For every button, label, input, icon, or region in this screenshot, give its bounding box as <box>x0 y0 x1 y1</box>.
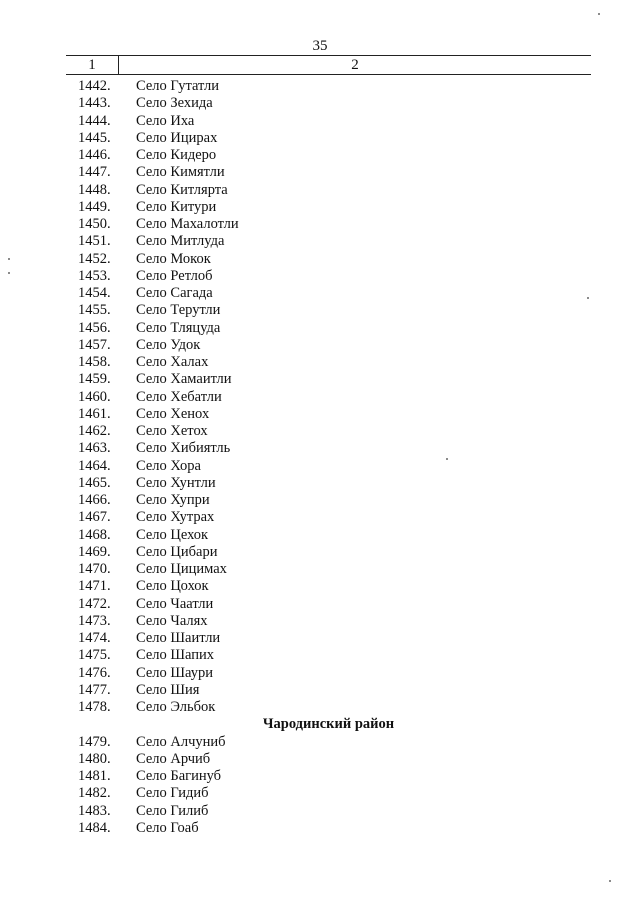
table-row <box>66 216 591 233</box>
table-row <box>66 647 591 664</box>
row-number: 1468. <box>78 526 111 543</box>
row-number: 1469. <box>78 543 111 560</box>
village-name: Село Халах <box>136 354 209 370</box>
row-number: 1480. <box>78 750 111 767</box>
row-number: 1464. <box>78 457 111 474</box>
section-heading: Чародинский район <box>262 716 395 733</box>
table-row <box>66 820 591 837</box>
village-name: Село Шия <box>136 681 200 698</box>
village-name: Село Хибиятль <box>136 440 231 457</box>
village-name: Село Шапих <box>136 647 215 664</box>
table-row <box>66 233 591 250</box>
row-number: 1454. <box>78 285 111 301</box>
row-number: 1481. <box>78 768 111 784</box>
scan-speck <box>8 272 10 274</box>
scan-speck <box>598 13 600 15</box>
row-number: 1455. <box>78 302 111 319</box>
row-number: 1465. <box>78 474 111 491</box>
village-name: Село Хора <box>136 457 201 474</box>
village-name: Село Китлярта <box>136 181 228 198</box>
row-number: 1445. <box>78 129 111 146</box>
row-number: 1461. <box>78 405 111 422</box>
header-col-2: 2 <box>351 57 359 73</box>
row-number: 1451. <box>78 233 111 250</box>
row-number: 1476. <box>78 664 111 681</box>
table-row <box>66 596 591 613</box>
village-name: Село Терутли <box>136 302 221 319</box>
village-name: Село Шаури <box>136 664 213 681</box>
village-name: Село Гоаб <box>136 819 199 836</box>
village-name: Село Гутатли <box>136 78 220 94</box>
village-name: Село Цибари <box>136 543 218 560</box>
table-row <box>66 458 591 475</box>
table-row <box>66 147 591 164</box>
header-col-1: 1 <box>88 57 96 73</box>
table-row <box>66 406 591 423</box>
row-number: 1446. <box>78 147 111 163</box>
row-number: 1467. <box>78 509 111 526</box>
village-name: Село Чаатли <box>136 595 214 612</box>
scan-speck <box>446 458 448 460</box>
village-name: Село Кидеро <box>136 147 217 163</box>
table-row <box>66 630 591 647</box>
village-name: Село Гидиб <box>136 785 209 802</box>
row-number: 1458. <box>78 354 111 370</box>
village-name: Село Цицимах <box>136 561 227 577</box>
table-row <box>66 440 591 457</box>
table-row <box>66 78 591 95</box>
table-row <box>66 95 591 112</box>
village-name: Село Хенох <box>136 405 210 422</box>
table-row <box>66 320 591 337</box>
village-name: Село Махалотли <box>136 216 239 232</box>
village-name: Село Цехок <box>136 526 209 543</box>
village-list <box>66 78 591 837</box>
row-number: 1450. <box>78 216 111 232</box>
row-number: 1483. <box>78 802 111 819</box>
table-row <box>66 699 591 716</box>
village-name: Село Зехида <box>136 95 213 112</box>
village-name: Село Хупри <box>136 492 210 508</box>
scan-speck <box>609 880 611 882</box>
village-name: Село Алчуниб <box>136 733 226 750</box>
village-name: Село Ретлоб <box>136 267 213 284</box>
table-row <box>66 268 591 285</box>
village-name: Село Митлуда <box>136 233 225 250</box>
row-number: 1479. <box>78 733 111 750</box>
table-row <box>66 182 591 199</box>
row-number: 1460. <box>78 388 111 405</box>
row-number: 1443. <box>78 95 111 112</box>
village-name: Село Иха <box>136 112 195 129</box>
table-row <box>66 285 591 302</box>
row-number: 1462. <box>78 423 111 439</box>
row-number: 1475. <box>78 647 111 664</box>
village-name: Село Тляцуда <box>136 319 221 336</box>
table-row <box>66 803 591 820</box>
village-name: Село Мокок <box>136 250 211 267</box>
table-row <box>66 578 591 595</box>
village-name: Село Ицирах <box>136 129 218 146</box>
village-name: Село Шаитли <box>136 630 221 646</box>
table-row <box>66 302 591 319</box>
table-row <box>66 751 591 768</box>
row-number: 1477. <box>78 681 111 698</box>
row-number: 1452. <box>78 250 111 267</box>
village-name: Село Сагада <box>136 285 213 301</box>
row-number: 1484. <box>78 819 111 836</box>
table-row <box>66 389 591 406</box>
village-name: Село Чалях <box>136 612 208 629</box>
row-number: 1444. <box>78 112 111 129</box>
village-name: Село Хунтли <box>136 474 216 491</box>
table-row <box>66 613 591 630</box>
table-row <box>66 475 591 492</box>
village-name: Село Удок <box>136 336 201 353</box>
table-row <box>66 337 591 354</box>
row-number: 1457. <box>78 336 111 353</box>
village-name: Село Хутрах <box>136 509 215 526</box>
village-name: Село Кимятли <box>136 164 225 181</box>
table-row <box>66 734 591 751</box>
table-row <box>66 527 591 544</box>
row-number: 1449. <box>78 198 111 215</box>
village-name: Село Багинуб <box>136 768 222 784</box>
table-row <box>66 561 591 578</box>
table-row <box>66 768 591 785</box>
table-row <box>66 492 591 509</box>
village-name: Село Китури <box>136 198 217 215</box>
row-number: 1456. <box>78 319 111 336</box>
village-name: Село Эльбок <box>136 699 216 715</box>
row-number: 1473. <box>78 612 111 629</box>
table-row <box>66 682 591 699</box>
table-row <box>66 251 591 268</box>
table-row <box>66 199 591 216</box>
scan-speck <box>587 297 589 299</box>
table-row <box>66 354 591 371</box>
table-row <box>66 544 591 561</box>
row-number: 1448. <box>78 181 111 198</box>
row-number: 1453. <box>78 267 111 284</box>
row-number: 1478. <box>78 699 111 715</box>
table-row <box>66 130 591 147</box>
page-number: 35 <box>312 38 328 54</box>
row-number: 1482. <box>78 785 111 802</box>
table-row <box>66 371 591 388</box>
village-name: Село Хебатли <box>136 388 222 405</box>
row-number: 1466. <box>78 492 111 508</box>
village-name: Село Хетох <box>136 423 208 439</box>
table-row <box>66 509 591 526</box>
row-number: 1470. <box>78 561 111 577</box>
row-number: 1471. <box>78 578 111 595</box>
table-row <box>66 113 591 130</box>
table-row <box>66 164 591 181</box>
row-number: 1447. <box>78 164 111 181</box>
village-name: Село Гилиб <box>136 802 209 819</box>
row-number: 1474. <box>78 630 111 646</box>
table-row <box>66 665 591 682</box>
row-number: 1442. <box>78 78 111 94</box>
table-row <box>66 785 591 802</box>
scan-speck <box>8 258 10 260</box>
village-name: Село Цохок <box>136 578 209 595</box>
table-row <box>66 423 591 440</box>
table-header <box>66 55 591 75</box>
row-number: 1472. <box>78 595 111 612</box>
village-name: Село Арчиб <box>136 750 211 767</box>
row-number: 1463. <box>78 440 111 457</box>
village-name: Село Хамаитли <box>136 371 232 388</box>
row-number: 1459. <box>78 371 111 388</box>
